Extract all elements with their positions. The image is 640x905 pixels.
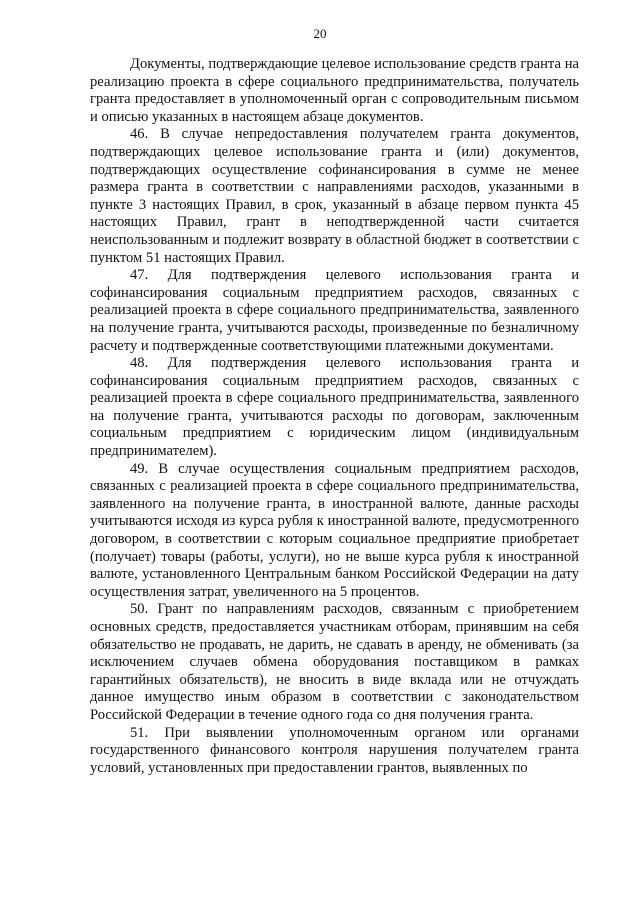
paragraph-50: 50. Грант по направлениям расходов, связанным с приобретением основных средств, предоставляется участникам отборам, принявшим на себя обязательство не продавать, не дарить, не сдавать в аренду, не обменивать (за исключением случаев обмена оборудования поставщиком в рамках гарантийных обязательств), не вносить в виде вклада или не отчуждать данное имущество иным образом в соответствии с законодательством Российской Федерации в течение одного года со дня получения гранта. (90, 601, 579, 723)
paragraph-47: 47. Для подтверждения целевого использования гранта и софинансирования социальным предприятием расходов, связанных с реализацией проекта в сфере социального предпринимательства, заявленного на получение гранта, учитываются расходы, произведенные по безналичному расчету и подтвержденные соответствующими платежными документами. (90, 267, 579, 354)
paragraph-continuation: Документы, подтверждающие целевое использование средств гранта на реализацию проекта в сфере социального предпринимательства, получатель гранта предоставляет в уполномоченный орган с сопроводительным письмом и описью указанных в настоящем абзаце документов. (90, 56, 579, 125)
paragraph-49: 49. В случае осуществления социальным предприятием расходов, связанных с реализацией проекта в сфере социального предпринимательства, заявленного на получение гранта, в иностранной валюте, данные расходы учитываются исходя из курса рубля к иностранной валюте, предусмотренного договором, в соответствии с которым социальное предприятие приобретает (получает) товары (работы, услуги), но не выше курса рубля к иностранной валюте, установленного Центральным банком Российской Федерации на дату осуществления затрат, увеличенного на 5 процентов. (90, 460, 579, 600)
paragraph-48: 48. Для подтверждения целевого использования гранта и софинансирования социальным предприятием расходов, связанных с реализацией проекта в сфере социального предпринимательства, заявленного на получение гранта, учитываются расходы по договорам, заключенным социальным предприятием с юридическим лицом (индивидуальным предпринимателем). (90, 355, 579, 460)
page-number: 20 (313, 26, 327, 41)
paragraph-46: 46. В случае непредоставления получателем гранта документов, подтверждающих целевое использование гранта и (или) документов, подтверждающих осуществление софинансирования в сумме не менее размера гранта в соответствии с направлениями расходов, указанными в пункте 3 настоящих Правил, в срок, указанный в абзаце первом пункта 45 настоящих Правил, грант в неподтвержденной части считается неиспользованным и подлежит возврату в областной бюджет в соответствии с пунктом 51 настоящих Правил. (90, 126, 579, 266)
document-body (90, 56, 579, 777)
paragraph-51: 51. При выявлении уполномоченным органом или органами государственного финансового контроля нарушения получателем гранта условий, установленных при предоставлении грантов, выявленных по (90, 724, 579, 776)
